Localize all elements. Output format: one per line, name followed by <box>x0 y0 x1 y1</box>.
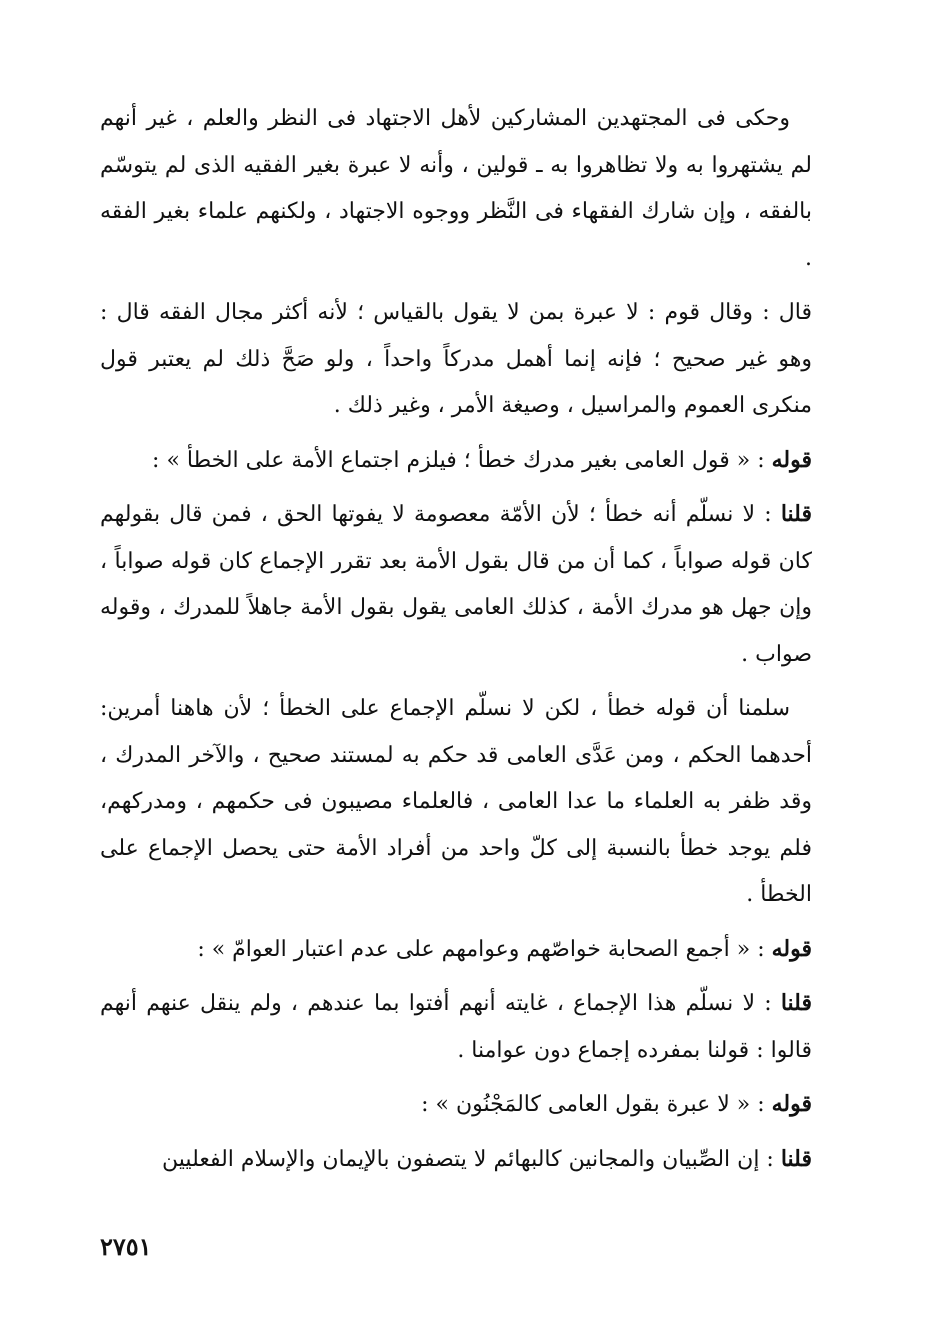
paragraph-lead: قوله <box>771 1091 812 1117</box>
paragraph-text: : إن الصِّبيان والمجانين كالبهائم لا يتصفون بالإيمان والإسلام الفعليين <box>162 1146 781 1172</box>
paragraph-text: : لا نسلّم أنه خطأ ؛ لأن الأمّة معصومة لا يفوتها الحق ، فمن قال بقولهم كان قوله صواباً ، كما أن من قال بقول الأمة بعد تقرر الإجماع كان قوله صواباً ، وإن جهل هو مدرك الأمة ، كذلك العامى يقول بقول الأمة جاهلاً للمدرك ، وقوله صواب . <box>100 502 812 667</box>
paragraph-5 <box>100 685 812 919</box>
paragraph-lead: قلنا <box>780 1145 812 1172</box>
paragraph-text: : لا نسلّم هذا الإجماع ، غايته أنهم أفتوا بما عندهم ، ولم ينقل عنهم أنهم قالوا : قولنا بمفرده إجماع دون عوامنا . <box>100 991 812 1063</box>
paragraph-lead: قلنا <box>780 990 812 1016</box>
paragraph-3 <box>100 437 812 485</box>
paragraph-text: : « أجمع الصحابة خواصّهم وعوامهم على عدم اعتبار العوامّ » : <box>197 936 772 962</box>
paragraph-text: قال : وقال قوم : لا عبرة بمن لا يقول بالقياس ؛ لأنه أكثر مجال الفقه قال : وهو غير صحيح ؛ فإنه إنما أهمل مدركاً واحداً ، ولو صَحَّ ذلك لم يعتبر قول منكرى العموم والمراسيل ، وصيغة الأمر ، وغير ذلك . <box>100 300 812 418</box>
paragraph-1 <box>100 95 812 282</box>
paragraph-text: وحكى فى المجتهدين المشاركين لأهل الاجتهاد فى النظر والعلم ، غير أنهم لم يشتهروا به ولا تظاهروا به ـ قولين ، وأنه لا عبرة بغير الفقيه الذى لم يتوسّم بالفقه ، وإن شارك الفقهاء فى النَّظر ووجوه الاجتهاد ، ولكنهم علماء بغير الفقه . <box>100 106 812 271</box>
paragraph-8 <box>100 1081 812 1129</box>
paragraph-6 <box>100 926 812 974</box>
paragraph-9 <box>100 1136 812 1184</box>
paragraph-lead: قلنا <box>780 501 812 527</box>
paragraph-text: : « لا عبرة بقول العامى كالمَجْنُون » : <box>421 1092 772 1117</box>
paragraph-7 <box>100 980 812 1074</box>
paragraph-2 <box>100 289 812 430</box>
paragraph-text: سلمنا أن قوله خطأ ، لكن لا نسلّم الإجماع على الخطأ ؛ لأن هاهنا أمرين: أحدهما الحكم ، ومن عَدَّى العامى قد حكم به لمستند صحيح ، والآخر المدرك ، وقد ظفر به العلماء ما عدا العامى ، فالعلماء مصيبون فى حكمهم ، ومدركهم، فلم يوجد خطأ بالنسبة إلى كلّ واحد من أفراد الأمة حتى يحصل الإجماع على الخطأ . <box>100 696 812 907</box>
paragraph-lead: قوله <box>771 935 812 962</box>
page-number: ٢٧٥١ <box>100 1232 152 1261</box>
paragraph-lead: قوله <box>771 446 812 473</box>
paragraph-text: : « قول العامى بغير مدرك خطأ ؛ فيلزم اجتماع الأمة على الخطأ » : <box>152 447 772 473</box>
page-body <box>100 95 812 1183</box>
paragraph-4 <box>100 491 812 678</box>
